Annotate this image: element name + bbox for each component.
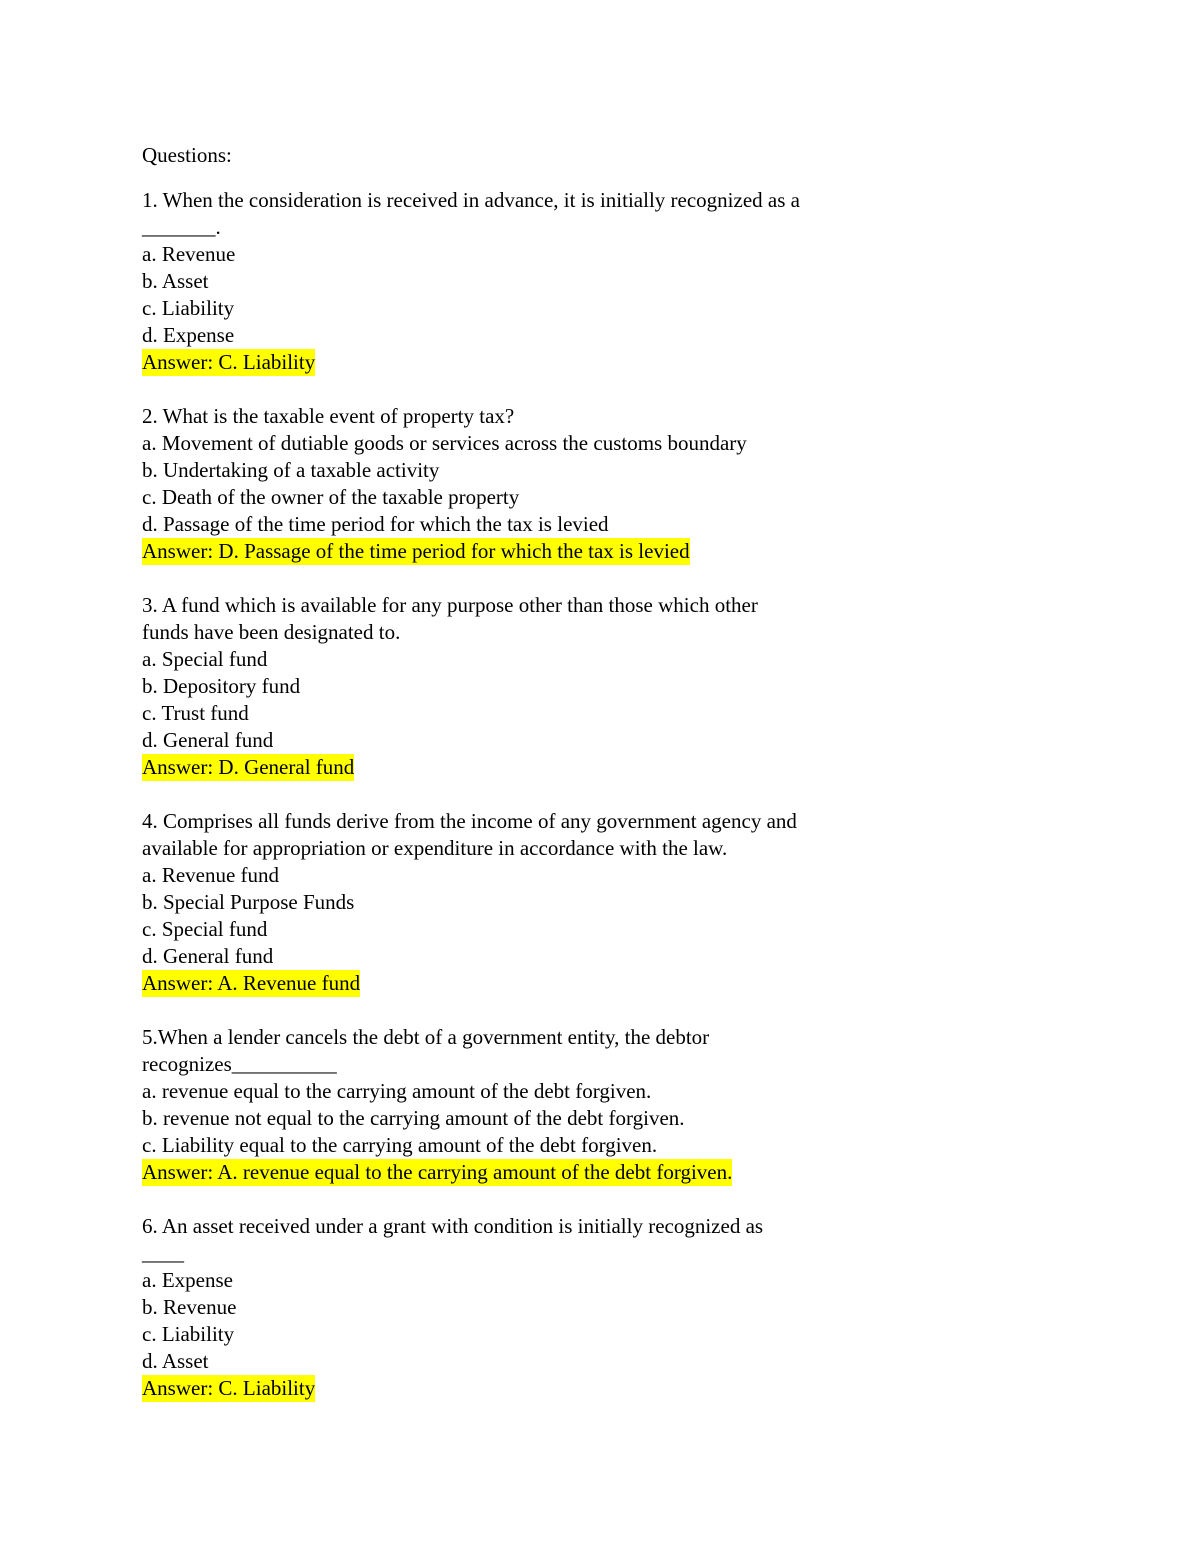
answer-highlight: Answer: A. revenue equal to the carrying amount of the debt forgiven.: [142, 1160, 733, 1184]
answer-highlight: Answer: D. Passage of the time period for which the tax is levied: [142, 539, 690, 563]
option-b: b. Asset: [142, 269, 209, 293]
answer-highlight: Answer: C. Liability: [142, 350, 316, 374]
option-d: d. Asset: [142, 1349, 209, 1373]
document-page: [142, 142, 902, 1429]
option-c: c. Death of the owner of the taxable property: [142, 485, 520, 509]
question-stem: 4. Comprises all funds derive from the income of any government agency and: [142, 809, 797, 833]
question-stem: 1. When the consideration is received in advance, it is initially recognized as a: [142, 188, 800, 212]
question-stem-continued: ____: [142, 1241, 184, 1265]
question-5: [142, 1024, 902, 1186]
option-b: b. Undertaking of a taxable activity: [142, 458, 440, 482]
question-stem-continued: available for appropriation or expenditure in accordance with the law.: [142, 836, 728, 860]
question-stem-continued: funds have been designated to.: [142, 620, 401, 644]
option-b: b. Depository fund: [142, 674, 301, 698]
option-a: a. Expense: [142, 1268, 233, 1292]
option-d: d. Expense: [142, 323, 235, 347]
option-d: d. General fund: [142, 944, 274, 968]
option-c: c. Special fund: [142, 917, 268, 941]
question-stem: 6. An asset received under a grant with condition is initially recognized as: [142, 1214, 764, 1238]
option-b: b. Revenue: [142, 1295, 237, 1319]
option-a: a. Revenue fund: [142, 863, 280, 887]
answer-highlight: Answer: D. General fund: [142, 755, 355, 779]
question-1: [142, 187, 902, 376]
question-2: [142, 403, 902, 565]
option-b: b. Special Purpose Funds: [142, 890, 355, 914]
question-stem: 3. A fund which is available for any purpose other than those which other: [142, 593, 758, 617]
option-a: a. Special fund: [142, 647, 268, 671]
question-stem-continued: recognizes__________: [142, 1052, 337, 1076]
option-d: d. General fund: [142, 728, 274, 752]
answer-highlight: Answer: A. Revenue fund: [142, 971, 361, 995]
option-a: a. Revenue: [142, 242, 236, 266]
page-heading: Questions:: [142, 143, 232, 167]
question-3: [142, 592, 902, 781]
question-6: [142, 1213, 902, 1402]
option-c: c. Liability equal to the carrying amount of the debt forgiven.: [142, 1133, 658, 1157]
answer-highlight: Answer: C. Liability: [142, 1376, 316, 1400]
option-b: b. revenue not equal to the carrying amount of the debt forgiven.: [142, 1106, 685, 1130]
question-stem: 5.When a lender cancels the debt of a government entity, the debtor: [142, 1025, 710, 1049]
option-c: c. Liability: [142, 296, 235, 320]
option-a: a. Movement of dutiable goods or services across the customs boundary: [142, 431, 747, 455]
option-a: a. revenue equal to the carrying amount of the debt forgiven.: [142, 1079, 652, 1103]
question-4: [142, 808, 902, 997]
option-c: c. Liability: [142, 1322, 235, 1346]
question-stem: 2. What is the taxable event of property tax?: [142, 404, 515, 428]
question-stem-continued: _______.: [142, 215, 221, 239]
option-d: d. Passage of the time period for which the tax is levied: [142, 512, 609, 536]
option-c: c. Trust fund: [142, 701, 249, 725]
